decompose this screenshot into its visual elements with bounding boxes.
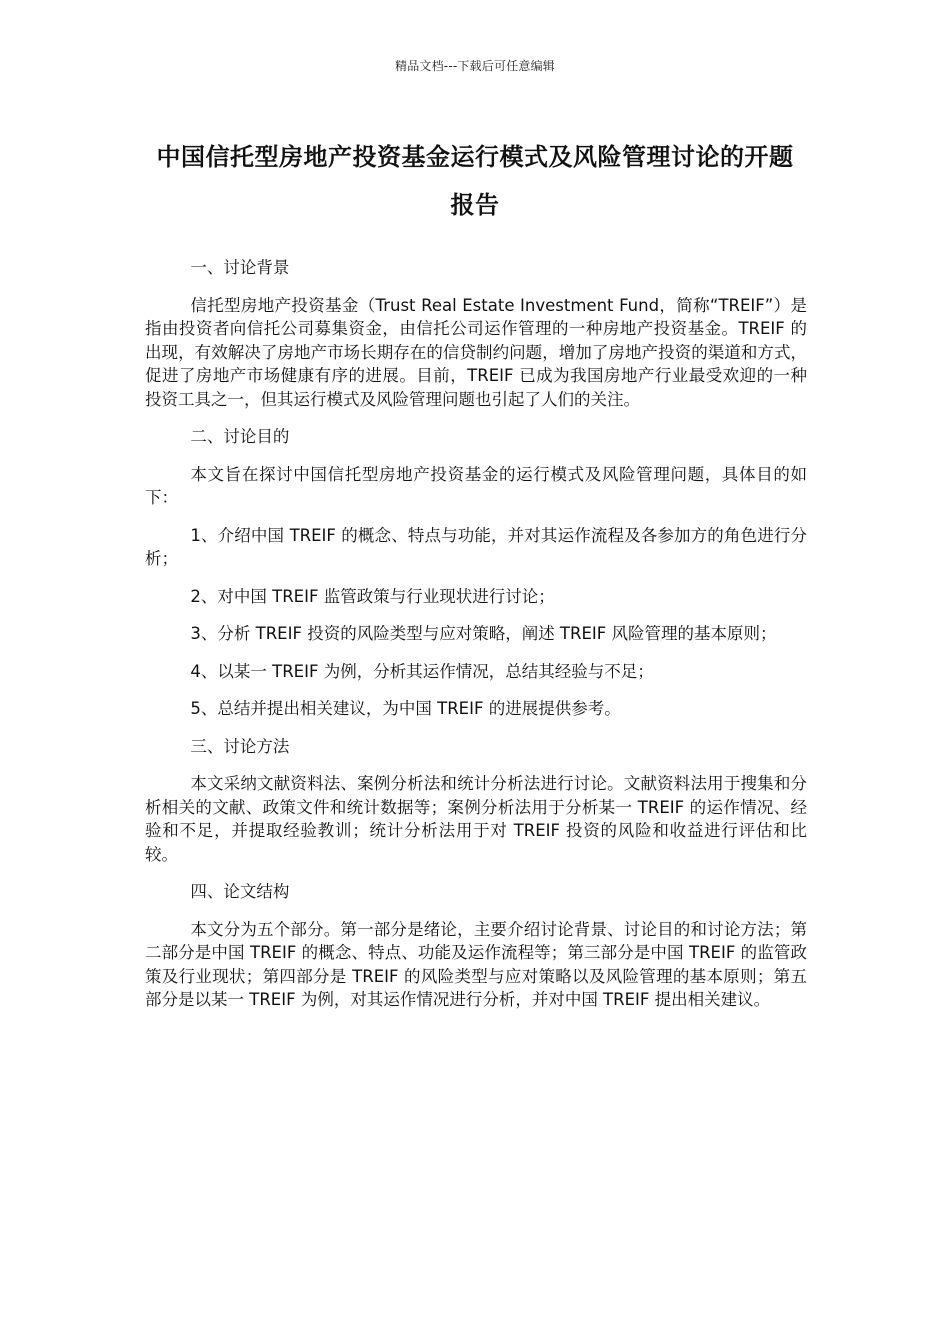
section-heading-structure: 四、论文结构	[190, 882, 290, 901]
purpose-item-2: 2、对中国 TREIF 监管政策与行业现状进行讨论；	[190, 586, 555, 606]
paragraph-structure: 本文分为五个部分。第一部分是绪论，主要介绍讨论背景、讨论目的和讨论方法；第二部分是中国 TREIF 的概念、特点、功能及运作流程等；第三部分是中国 TREIF 的监管政策及行业现状；第四部分是 TREIF 的风险类型与应对策略以及风险管理的基本原则；第五部分是以某一 TREIF 为例，对其运作情况进行分析，并对中国 TREIF 提出相关建议。	[145, 919, 807, 1009]
purpose-item-5: 5、总结并提出相关建议，为中国 TREIF 的进展提供参考。	[190, 699, 621, 718]
section-heading-purpose: 二、讨论目的	[190, 427, 290, 446]
document-body	[145, 256, 807, 1026]
document-title: 中国信托型房地产投资基金运行模式及风险管理讨论的开题报告	[156, 143, 794, 219]
purpose-item-3: 3、分析 TREIF 投资的风险类型与应对策略，阐述 TREIF 风险管理的基本原则；	[190, 624, 777, 643]
paragraph-purpose-intro: 本文旨在探讨中国信托型房地产投资基金的运行模式及风险管理问题，具体目的如下：	[145, 464, 807, 507]
section-heading-method: 三、讨论方法	[190, 736, 290, 756]
header-note: 精品文档---下载后可任意编辑	[395, 59, 555, 73]
section-heading-background: 一、讨论背景	[190, 258, 290, 277]
paragraph-method: 本文采纳文献资料法、案例分析法和统计分析法进行讨论。文献资料法用于搜集和分析相关的文献、政策文件和统计数据等；案例分析法用于分析某一 TREIF 的运作情况、经验和不足，并提取经验教训；统计分析法用于对 TREIF 投资的风险和收益进行评估和比较。	[145, 774, 807, 864]
paragraph-background: 信托型房地产投资基金（Trust Real Estate Investment Fund，简称“TREIF”）是指由投资者向信托公司募集资金，由信托公司运作管理的一种房地产投资基金。TREIF 的出现，有效解决了房地产市场长期存在的信贷制约问题，增加了房地产投资的渠道和方式，促进了房地产市场健康有序的进展。目前，TREIF 已成为我国房地产行业最受欢迎的一种投资工具之一，但其运行模式及风险管理问题也引起了人们的关注。	[145, 295, 807, 409]
purpose-item-4: 4、以某一 TREIF 为例，分析其运作情况，总结其经验与不足；	[190, 661, 654, 681]
purpose-item-1: 1、介绍中国 TREIF 的概念、特点与功能，并对其运作流程及各参加方的角色进行分析；	[145, 525, 807, 568]
